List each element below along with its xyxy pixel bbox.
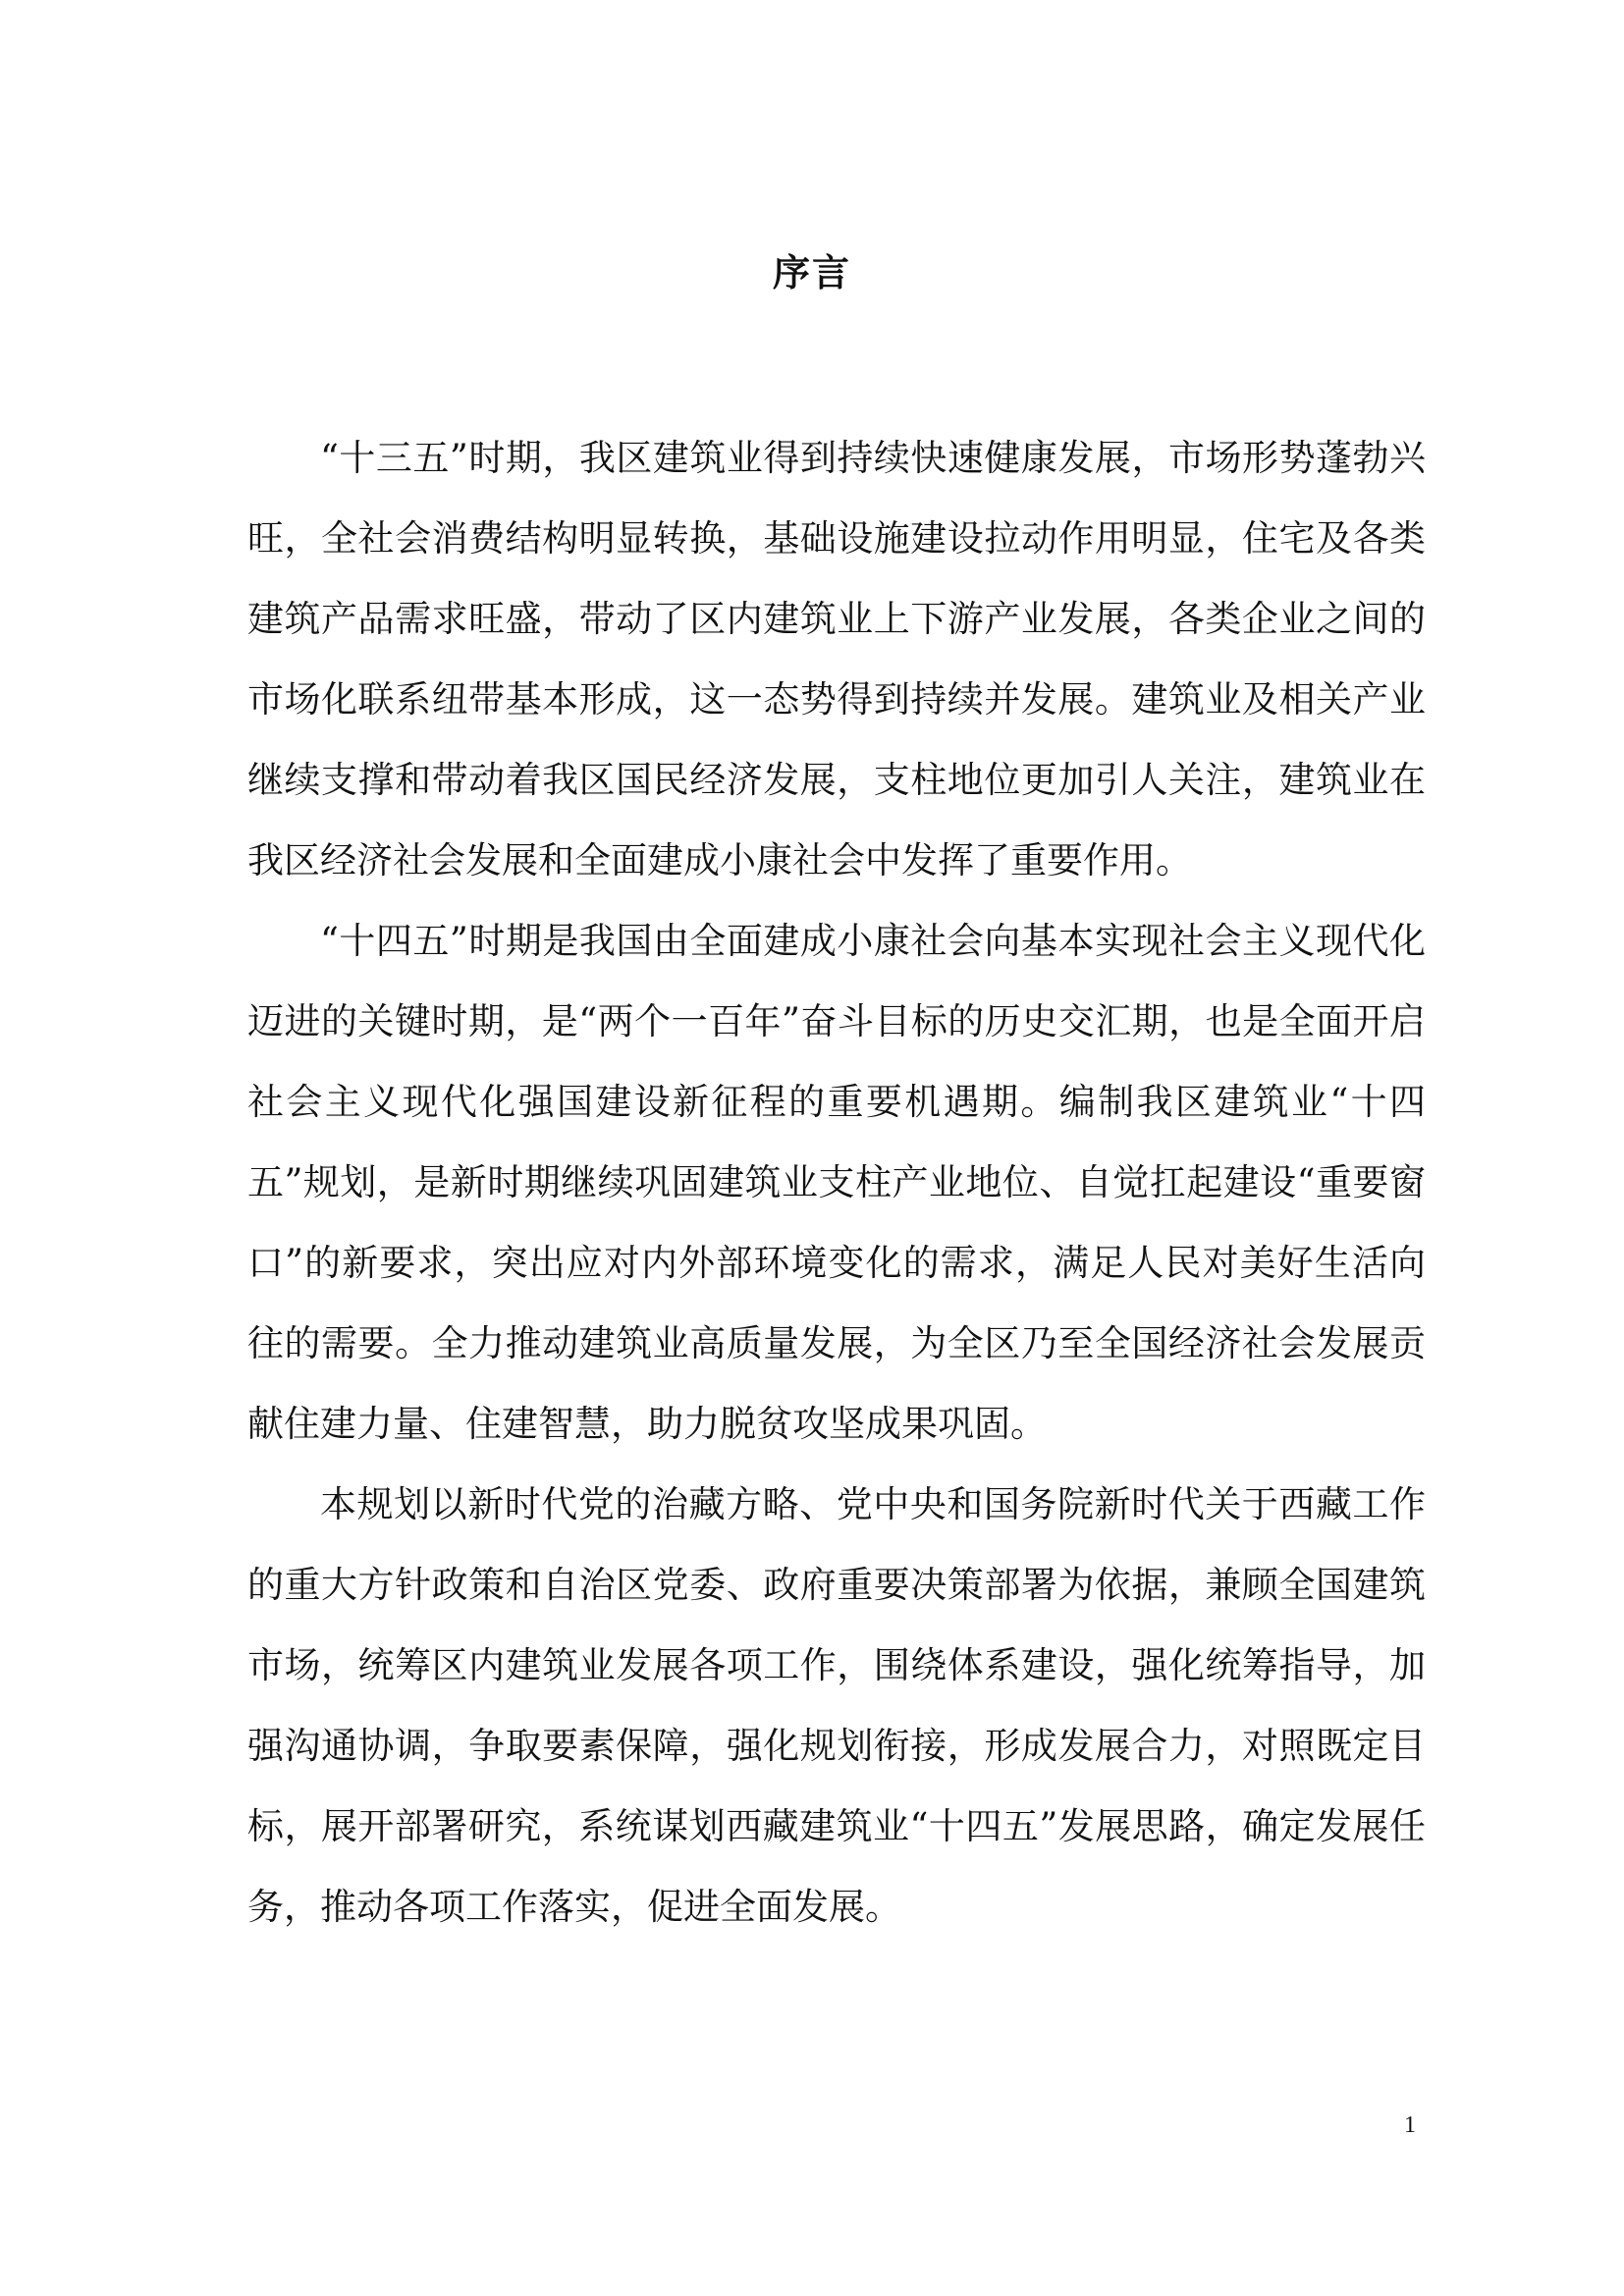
paragraph-3: 本规划以新时代党的治藏方略、党中央和国务院新时代关于西藏工作的重大方针政策和自治区党委、政府重要决策部署为依据，兼顾全国建筑市场，统筹区内建筑业发展各项工作，围绕体系建设，强化统筹指导，加强沟通协调，争取要素保障，强化规划衔接，形成发展合力，对照既定目标，展开部署研究，系统谋划西藏建筑业“十四五”发展思路，确定发展任务，推动各项工作落实，促进全面发展。 xyxy=(247,1483,1426,1928)
page-title: 序言 xyxy=(772,251,851,294)
body-text xyxy=(247,418,1426,1948)
paragraph-2: “十四五”时期是我国由全面建成小康社会向基本实现社会主义现代化迈进的关键时期，是“两个一百年”奋斗目标的历史交汇期，也是全面开启社会主义现代化强国建设新征程的重要机遇期。编制我区建筑业“十四五”规划，是新时期继续巩固建筑业支柱产业地位、自觉扛起建设“重要窗口”的新要求，突出应对内外部环境变化的需求，满足人民对美好生活向往的需要。全力推动建筑业高质量发展，为全区乃至全国经济社会发展贡献住建力量、住建智慧，助力脱贫攻坚成果巩固。 xyxy=(247,920,1426,1445)
page-number: 1 xyxy=(1404,2112,1416,2138)
paragraph-1: “十三五”时期，我区建筑业得到持续快速健康发展，市场形势蓬勃兴旺，全社会消费结构明显转换，基础设施建设拉动作用明显，住宅及各类建筑产品需求旺盛，带动了区内建筑业上下游产业发展，各类企业之间的市场化联系纽带基本形成，这一态势得到持续并发展。建筑业及相关产业继续支撑和带动着我区国民经济发展，支柱地位更加引人关注，建筑业在我区经济社会发展和全面建成小康社会中发挥了重要作用。 xyxy=(247,437,1426,881)
